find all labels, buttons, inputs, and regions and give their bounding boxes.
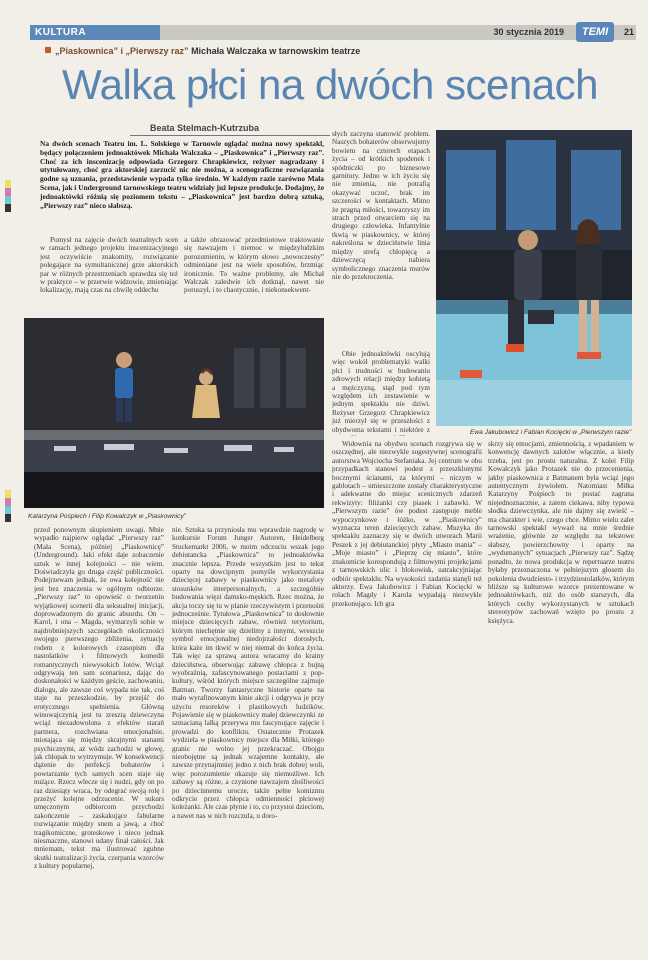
registration-marks-top (5, 180, 11, 212)
column-4-bottom (488, 440, 634, 730)
page-header (30, 25, 636, 40)
issue-date: 30 stycznia 2019 (493, 27, 564, 37)
column-2-top (184, 236, 324, 318)
article-kicker (45, 46, 605, 56)
column-1-top (40, 236, 178, 318)
column-3-middle-text: Obie jednoaktówki oscylują więc wokół problematyki walki płci i trudności w budowaniu zdrowych relacji między kobietą a mężczyzną, stąd pod tym względem ich zestawienie w jednym spektaklu nie dziwi. Reżyser Grzegorz Chrapkiewicz już mierzył się w przeszłości z obydwoma tekstami i niektóre z (332, 350, 430, 434)
page-number: 21 (623, 27, 634, 37)
column-1-bottom (34, 526, 164, 954)
column-1-bottom-text: przed ponownym skupieniem uwagi. Mnie wypadło najpierw oglądać „Pierwszy raz” (Mała Scena), później „Piaskownicę” (Underground). Jaki efekt daje zobaczenie sztuk w innej kolejności – nie wiem. Doświadczyła go druga część publiczności. Podejrzewam jednak, że owa kolejność nie jest bez znaczenia w ogólnym odbiorze. „Pierwszy raz” to opowieść o tworzeniu wyjątkowej scenerii dla seksualnej inicjacji, doprowadzonym do granic absurdu. On – Karol, i ona – Magda, wymarzyli sobie w najdrobniejszych szczegółach okoliczności swojego pierwszego zbliżenia, sytuację rodem z kolorowych czasopism dla nastolatków i filmowych komedii romantycznych niewysokich lotów. Wciąż odgrywają ten sam scenariusz, dając do doskonałości w każdym geście, zachowaniu, dialogu, ale zawsze coś wypada nie tak, coś staje na przeszkodzie, by przejść do erotycznego spełnienia. Główną winowajczynią jest tu zresztą dziewczyna wciąż niezadowolona z efektów starań partnera, rozchwiana emocjonalnie, miotająca się między skrajnymi stanami psychicznymi, aż wódz zachodzi w głowę, jak chłopak to wytrzymuje. W konsekwencji dążenie do perfekcji bohaterów i powtarzanie tych samych scen staje się nużące. Rzecz wlecze się i nudzi, gdy on po raz dziesiąty wraca, by odegrać swoją rolę i przeżyć kolejne odrzucenie. W sukurs umęczonym odbiorcom przychodzi zakończenie – zaskakujące fabularne rozwiązanie między snem a jawą, a choć tragikomiczne, groteskowe i nieco jednak niesmaczne, stanowi udany finał całości. Jak mniemam, tekst ma ilustrować zgubne skutki teatralizacji życia, czerpania wzorców z kultury popularnej, (34, 526, 164, 871)
column-3-middle (332, 350, 430, 436)
article-title: Walka płci na dwóch scenach (62, 61, 598, 108)
kicker-square-icon (45, 47, 51, 53)
photo-caption-piaskownica: Katarzyna Pośpiech i Filip Kowalczyk w „Piaskownicy” (28, 513, 186, 520)
column-4-bottom-text: skrzy się emocjami, zmiennością, z wpadaniem w konwencję dawnych zalotów włącznie, a kiedy trzeba, jest po prostu naturalna. Z kolei Filip Kowalczyk jako Protazek nie do przecenienia, jakby piaskownica z Batmanem była wciąż jego autentycznym żywiołem. Natomiast Miłka Katarzyny Pośpiech to postać zagrana niejednoznacznie, a zatem ciekawa, niby typowa słodka dziewczynka, ale nie dajmy się zwieść – ma charakter i wie, czego chce. Mimo wielu zalet tarnowski spektakl wywarł na mnie średnie wrażenie, głównie ze względu na tekstowe słabszy, powierzchowny i oparty na „wydumanych” sytuacjach „Pierwszy raz”. Sądzę ponadto, że nowa produkcja w repertuarze teatru byłaby przeznaczona w pełniejszym głosem do pokolenia dwudziesto- i trzydziestolatków, którym bliższe są kulturowe wzorce prezentowane w jednoaktówkach, niż do osób starszych, dla których cechy wykorzystanych w sztukach stereotypów zachowań wzięto po prostu z księżyca. (488, 440, 634, 625)
byline-rule (130, 135, 330, 136)
photo-pierwszy-raz (436, 130, 632, 426)
publication-logo: TEMI (576, 22, 614, 42)
column-3-top-text: słych zaczyna stanowić problem. Naszych bohaterów obserwujemy bowiem na czterech etapach życia – od krótkich spodenek i spódniczki po biznesowe garnitury. Jedno w ich życiu się nie zmienia, nie potrafią okazywać uczuć, brak im szczerości w kontaktach. Mimo że pragną miłości, towarzyszy im strach przed otwarciem się na drugiego człowieka. Infantylnie tkwią w piaskownicy, w której nakreślona w dzieciństwie linia między strefą chłopięcą a dziewczęcą nabiera symbolicznego znaczenia murów nie do przekroczenia. (332, 130, 430, 281)
photo-caption-pierwszy-raz: Ewa Jakubowicz i Fabian Kocięcki w „Pierwszym razie” (470, 429, 632, 436)
column-2-bottom-text: nie. Sztuka ta przyniosła mu wprawdzie nagrodę w konkursie Forum Junger Autoren, Heidelberg Stuckemarkt 2006, w moim odczuciu wszak jego debiutancka „Piaskownica” to jednoaktówka znacznie lepsza. Przede wszystkim jest to tekst oparty na dowcipnym pomyśle wykorzystania dziecięcej zabawy w piaskownicy jako metafory stosunków interpersonalnych, a szczególnie budowania więzi damsko-męskich. Rzec można, że akcja toczy się tu w planie rzeczywistym i przenośni jednocześnie. Tytułowa „Piaskownica” to dosłownie miejsce dziecięcych zabaw, również terytorium, którym niechętnie się dzielimy z innymi, wreszcie symbol emocjonalnej niedojrzałości dorosłych, która każe im tkwić w niej niemal do końca życia. Tak więc za sprawą autora wracamy do krainy dzieciństwa, obserwując zabawę chłopca z bujną wyobraźnią, zafascynowanego postaciami z pop-kultury, wśród których miejsce szczególne zajmuje Batman. Tworzy fantastyczne historie oparte na mało wyrafinowanym kinie akcji i odgrywa je przy użyciu resoreków i plastikowych ludzików. Pojawienie się w piaskownicy małej dziewczynki ze szmacianą lalką przerywa mu fascynujące zajęcie i prowadzi do konfliktu. Ostatecznie Protazek wydziela w piaskownicy miejsce dla Miłki, którego granic nie wolno jej przekraczać. Obojgu nieobojętne są jednak wzajemne kontakty, ale zawsze przynajmniej jedno z nich brak dobrej woli, więc porozumienie okazuje się niemożliwe. Ich zabawy są różne, a czynione nawzajem złośliwości po dziecinnemu urocze, także pełne komizmu odkrycie przez chłopca odmienności płciowej koleżanki. Ale czas płynie i to, co przystoi dzieciom, a nawet nas w nich rozczula, u doro- (172, 526, 324, 820)
lead-paragraph: Na dwóch scenach Teatru im. L. Solskiego w Tarnowie oglądać można nowy spektakl, będący połączeniem jednoaktówek Michała Walczaka – „Piaskownica” i „Pierwszy raz”. Choć za ich inscenizację odpowiada Grzegorz Chrapkiewicz, reżyser nagradzany i utytułowany, choć gra aktorskiej zarzucić nic nie można, a scenograficzne rozwiązania godne są uznania, przedstawienie wypada tylko średnio. W każdym razie zarówno Mała Scena, jak i Underground tarnowskiego teatru widziały już lepsze produkcje. Dodajmy, że jednoaktówki różnią się poziomem tekstu – „Piaskownica” jest bardzo dobrą sztuką, „Pierwszy raz” nieco słabszą. (40, 140, 324, 210)
kicker-highlight: „Piaskownica” i „Pierwszy raz” (55, 46, 189, 56)
registration-marks-bottom (5, 490, 11, 522)
photo-piaskownica (24, 318, 324, 508)
column-2-bottom (172, 526, 324, 954)
column-3-bottom (332, 440, 482, 730)
column-2-top-text: a także obrazować przedmiotowe traktowanie się nawzajem i niemoc w międzyludzkim porozumieniu, w którym słowo „nowoczesny” odmieniane jest na wiele sposobów, brzmiąc ironicznie. To ważne problemy, ale Michał Walczak zaledwie ich dotknął, nawet nie poruszył, i to chaotycznie, i niekonsekwent- (184, 236, 324, 295)
column-1-top-text: Pomysł na zajęcie dwóch teatralnych scen w ramach jednego projektu inscenizacyjnego jest oczywiście znakomity, rozwiązanie polegające na symultanicznej grze aktorskich par w różnych przestrzeniach sprawdza się też w praktyce – w przerwie widzowie, zmieniając lokalizację, mają czas na chwilę oddechu (40, 236, 178, 295)
column-3-top (332, 130, 430, 348)
section-label: KULTURA (30, 25, 160, 40)
kicker-rest: Michała Walczaka w tarnowskim teatrze (188, 46, 361, 56)
byline: Beata Stelmach-Kutrzuba (150, 123, 260, 133)
column-3-bottom-text: Widownia na obydwu scenach rozgrywa się w oszczędnej, ale niezwykle sugestywnej scenografii autorstwa Wojciecha Stefaniaka. Jej centrum w obu przypadkach stanowi podest z przeszklonymi bocznymi ścianami, za którymi – niczym w gablotach – umieszczone zostały charakterystyczne i adekwatne do miejsc scenicznych zdarzeń rekwizyty: filiżanki czy piasek i zabawki. W „Pierwszym razie” ów podest zastępuje meble wypoczynkowe i łóżko, w „Piaskownicy” wyznacza teren dziecięcych zabaw. Muzyka do spektaklu zaznaczy się w dwóch utworach Marii Peszek z jej debiutanckiej płyty „Miasto mania” – „Moje miasto” i „Pieprzę cię miasto”, które znakomicie korespondują z filmowymi projekcjami z tarnowskich ulic i blokowisk, uatrakcyjniając odbiór spektaklu. Na wysokości zadania stanęli też aktorzy. Ewa Jakubowicz i Fabian Kocięcki w rolach Magdy i Karola wypadają niezwykle przekonująco. Ich gra (332, 440, 482, 608)
